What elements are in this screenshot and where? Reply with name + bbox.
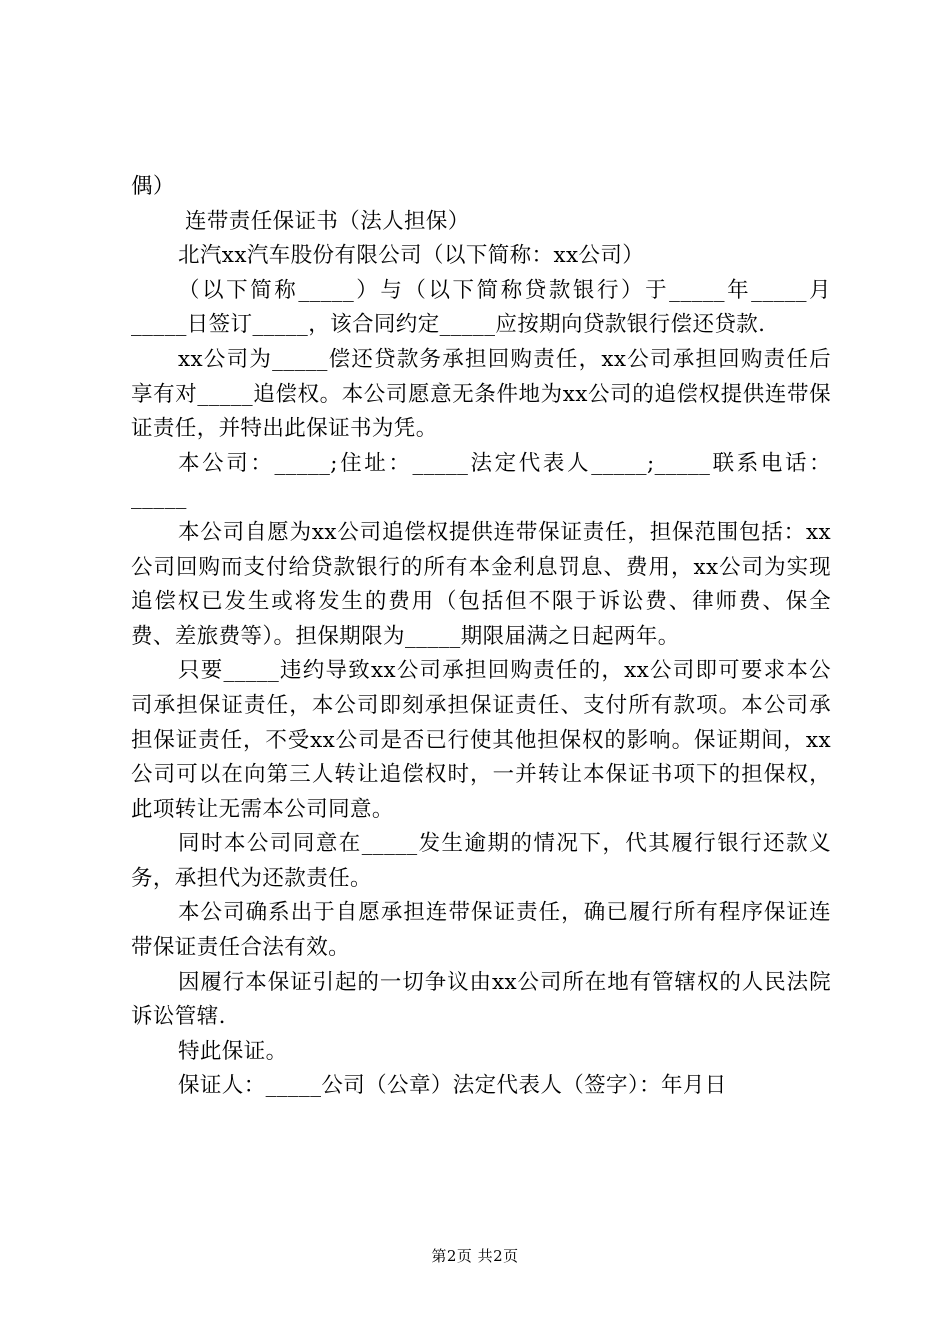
- paragraph-liability: 只要_____违约导致xx公司承担回购责任的，xx公司即可要求本公司承担保证责任，本公司即刻承担保证责任、支付所有款项。本公司承担保证责任，不受xx公司是否已行使其他担保权的影响。保证期间，xx公司可以在向第三人转让追偿权时，一并转让本保证书项下的担保权，此项转让无需本公司同意。: [131, 658, 831, 822]
- paragraph-signature: 保证人：_____公司（公章）法定代表人（签字）：年月日: [178, 1073, 727, 1099]
- paragraph-addressee: 北汽xx汽车股份有限公司（以下简称：xx公司）: [178, 243, 645, 269]
- document-body: [131, 170, 831, 1104]
- paragraph-hereby: 特此保证。: [178, 1038, 288, 1064]
- paragraph-repurchase: xx公司为_____偿还贷款务承担回购责任，xx公司承担回购责任后享有对_____追偿权。本公司愿意无条件地为xx公司的追偿权提供连带保证责任，并特出此保证书为凭。: [131, 346, 831, 442]
- paragraph-voluntary: 本公司确系出于自愿承担连带保证责任，确已履行所有程序保证连带保证责任合法有效。: [131, 900, 831, 961]
- document-title: 连带责任保证书（法人担保）: [185, 208, 470, 234]
- paragraph-dispute: 因履行本保证引起的一切争议由xx公司所在地有管辖权的人民法院诉讼管辖.: [131, 969, 831, 1030]
- paragraph-scope: 本公司自愿为xx公司追偿权提供连带保证责任，担保范围包括：xx公司回购而支付给贷款银行的所有本金利息罚息、费用，xx公司为实现追偿权已发生或将发生的费用（包括但不限于诉讼费、律师费、保全费、差旅费等）。担保期限为_____期限届满之日起两年。: [131, 519, 831, 649]
- paragraph-continuation: 偶）: [131, 174, 175, 199]
- page-footer: 第2页 共2页: [431, 1247, 519, 1265]
- paragraph-contract: （以下简称_____）与（以下简称贷款银行）于_____年_____月_____日签订_____，该合同约定_____应按期向贷款银行偿还贷款.: [131, 277, 831, 338]
- paragraph-guarantor-info: 本公司：_____;住址：_____法定代表人_____;_____联系电话：_____: [131, 450, 831, 511]
- paragraph-overdue: 同时本公司同意在_____发生逾期的情况下，代其履行银行还款义务，承担代为还款责任。: [131, 831, 831, 891]
